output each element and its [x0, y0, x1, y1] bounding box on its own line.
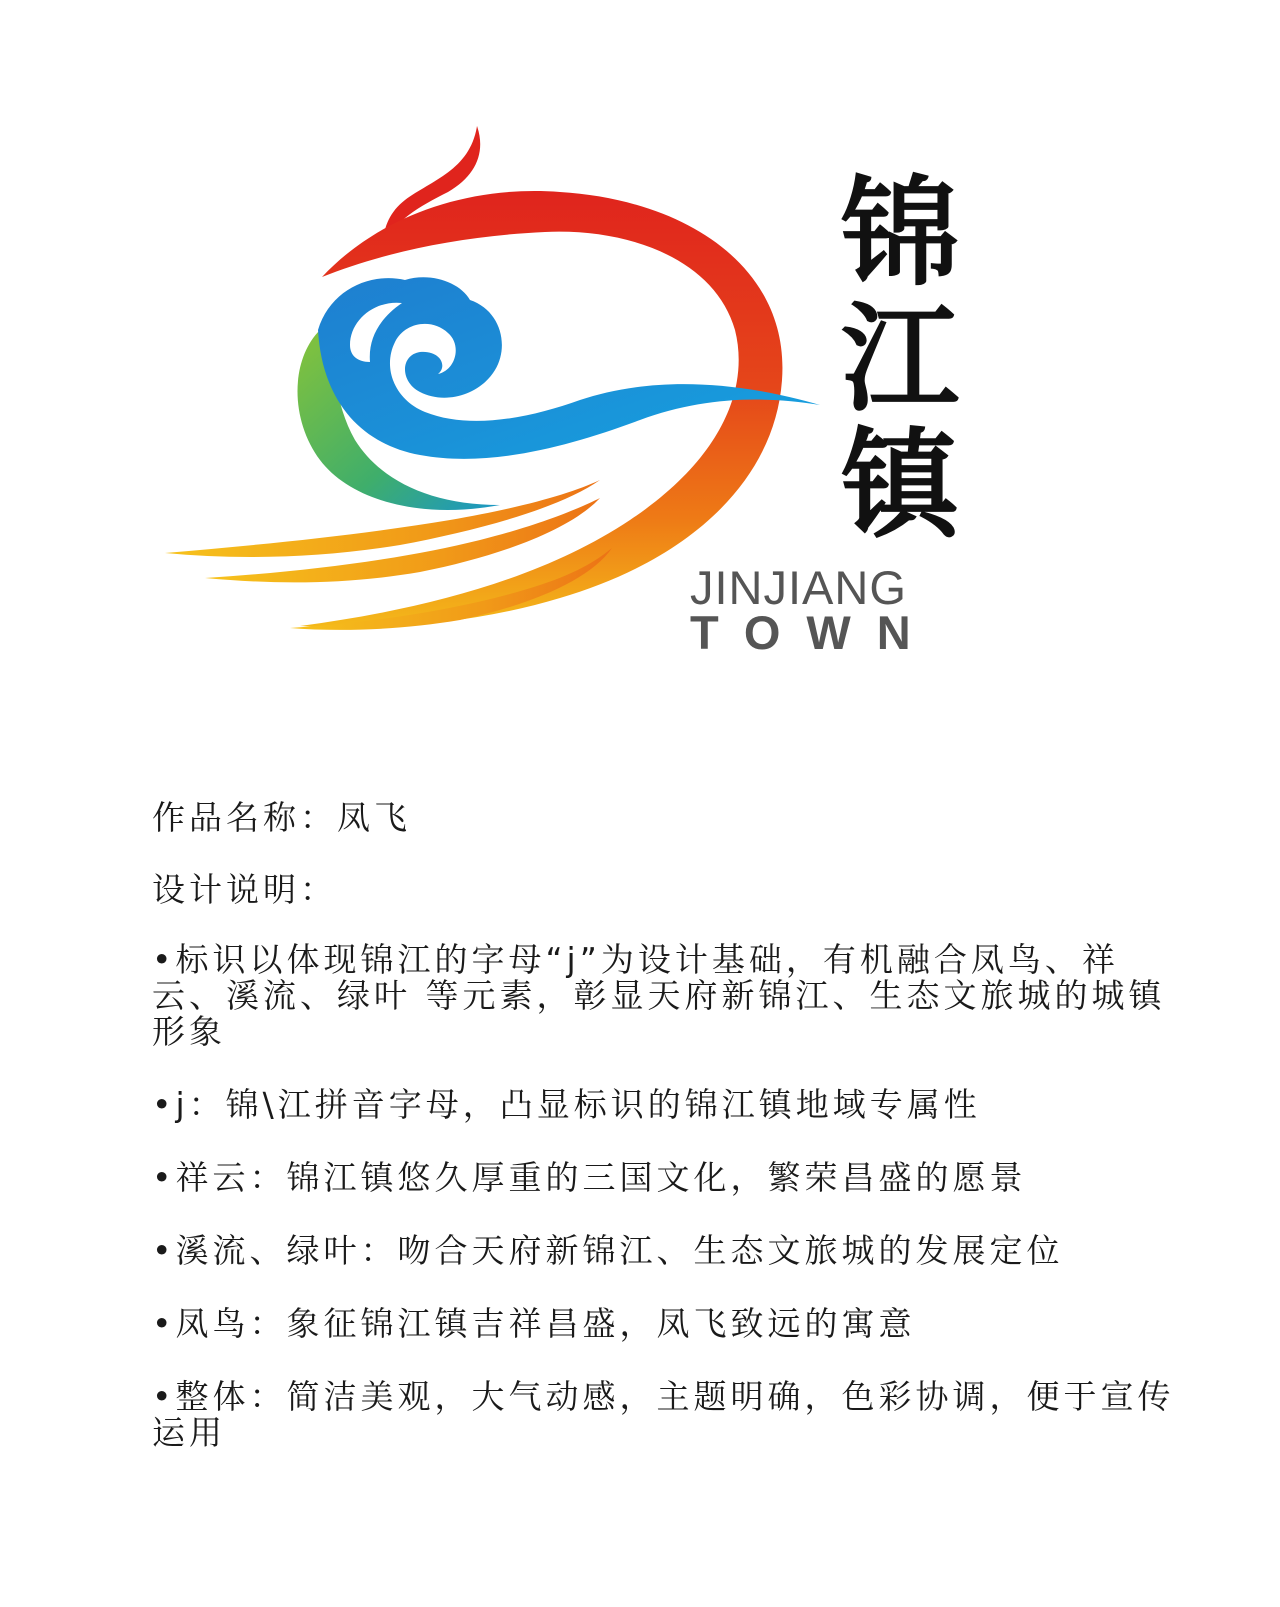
bullet-item: •j：锦\江拼音字母，凸显标识的锦江镇地域专属性	[152, 1085, 981, 1124]
design-description	[152, 800, 1182, 1488]
logo-char-jin: 锦	[840, 163, 959, 302]
phoenix-logo-icon	[0, 0, 1280, 760]
logo-english-line1: JINJIANG	[690, 561, 907, 614]
logo-area	[0, 0, 1280, 760]
bullet-item: •祥云：锦江镇悠久厚重的三国文化，繁荣昌盛的愿景	[152, 1158, 1027, 1197]
logo-chinese-name	[820, 163, 980, 554]
bullet-item: •标识以体现锦江的字母“j”为设计基础，有机融合凤鸟、祥云、溪流、绿叶 等元素，彰显天府新锦江、生态文旅城的城镇形象	[152, 940, 1166, 1051]
logo-english-line2: TOWN	[690, 606, 937, 659]
logo-char-jiang: 江	[840, 289, 959, 428]
bullet-item: •凤鸟：象征锦江镇吉祥昌盛，凤飞致远的寓意	[152, 1304, 916, 1343]
design-notes-heading: 设计说明：	[152, 870, 337, 909]
bullet-item: •溪流、绿叶：吻合天府新锦江、生态文旅城的发展定位	[152, 1231, 1064, 1270]
bullet-item: •整体：简洁美观，大气动感，主题明确，色彩协调，便于宣传运用	[152, 1377, 1175, 1452]
work-title: 作品名称：凤飞	[152, 798, 411, 837]
logo-char-zhen: 镇	[840, 415, 959, 554]
